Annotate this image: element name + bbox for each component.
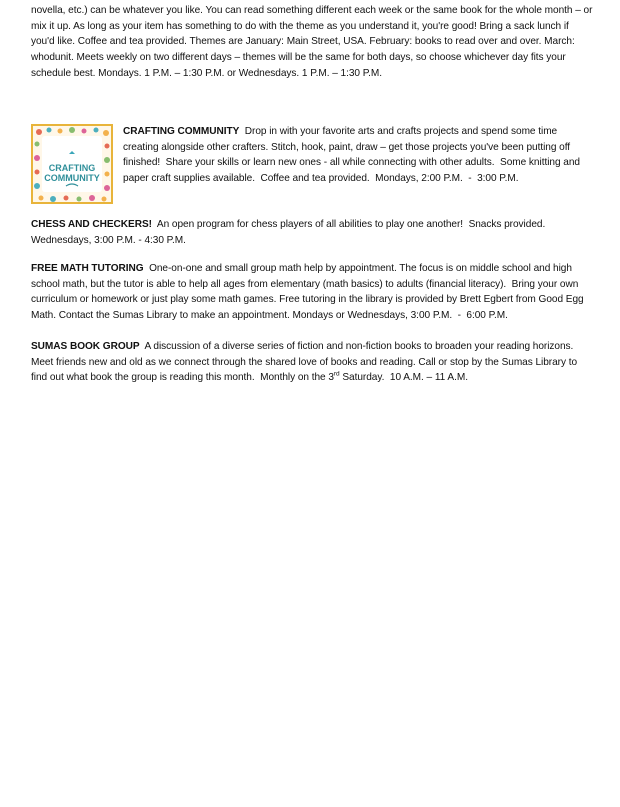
crafting-community-logo: [31, 124, 113, 204]
book-body-1: A discussion of a diverse series of fiction and non-fiction books to broaden your reading horizons. Meet friends new and old as we connect through the shared love of books and reading. Call or stop by the Sumas Library to find out what book the group is reading this month. Monthly on the 3: [31, 341, 580, 384]
book-title: SUMAS BOOK GROUP: [31, 341, 140, 352]
badge-label: CRAFTING COMMUNITY: [44, 163, 100, 183]
crafting-title: CRAFTING COMMUNITY: [123, 126, 240, 137]
math-tutoring-paragraph: [31, 261, 593, 324]
crafting-body: Drop in with your favorite arts and crafts projects and spend some time creating alongside other crafters. Stitch, hook, paint, draw – get those projects you've been putting off finished! Share your skills or learn new ones - all while connecting with other adults. Some knitting and paper craft supplies available. Coffee and tea provided. Mondays, 2:00 P.M. - 3:00 P.M.: [123, 126, 583, 185]
crafting-paragraph: [123, 124, 589, 187]
chess-body: An open program for chess players of all abilities to play one another! Snacks provided. Wednesdays, 3:00 P.M. - 4:30 P.M.: [31, 219, 548, 246]
book-body-2: Saturday. 10 A.M. – 11 A.M.: [339, 372, 468, 384]
intro-paragraph: [31, 3, 593, 82]
chess-title: CHESS AND CHECKERS!: [31, 219, 152, 230]
math-title: FREE MATH TUTORING: [31, 263, 144, 274]
math-body: One-on-one and small group math help by appointment. The focus is on middle school and high school math, but the tutor is able to help all ages from elementary (math basics) to adults (financial literacy). Bring your own curriculum or homework or just play some math games. Free tutoring in the library is provided by Brett Egbert from Good Egg Math. Contact the Sumas Library to make an appointment. Mondays or Wednesdays, 3:00 P.M. - 6:00 P.M.: [31, 263, 587, 322]
book-group-paragraph: [31, 339, 593, 386]
intro-text: novella, etc.) can be whatever you like. You can read something different each week or the same book for the whole month – or mix it up. As long as your item has something to do with the theme as you understand it, you're good! Bring a sack lunch if you'd like. Coffee and tea provided. Themes are January: Main Street, USA. February: books to read over and over. March: whodunit. Meets weekly on two different days – themes will be the same for both days, so choose whichever day fits your schedule best. Mondays. 1 P.M. – 1:30 P.M. or Wednesdays. 1 P.M. – 1:30 P.M.: [31, 5, 593, 79]
chess-paragraph: [31, 217, 593, 248]
ordinal-suffix: rd: [333, 371, 340, 379]
